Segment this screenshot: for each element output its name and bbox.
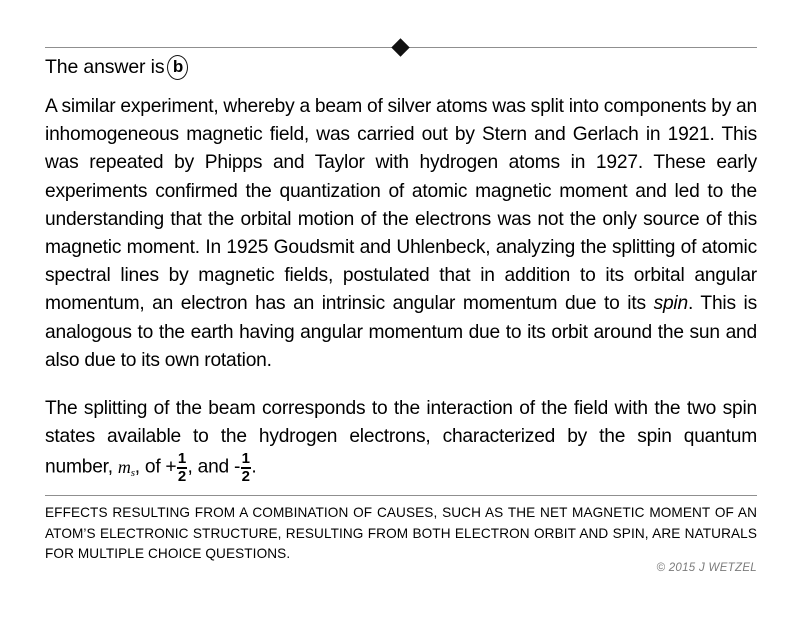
diamond-icon [391, 38, 409, 56]
symbol-subscript: s [130, 467, 135, 480]
paragraph-one-text-b: . This is analogous to the earth having angular momentum due to its orbit around the sun and also due to its own rotation. [45, 293, 757, 371]
fraction-one-half-negative [241, 451, 251, 484]
footer-divider [45, 495, 757, 496]
answer-statement [45, 54, 188, 80]
copyright-notice: © 2015 J WETZEL [656, 562, 757, 574]
fraction-one-half-positive [177, 451, 187, 484]
body-content [45, 93, 757, 487]
fraction-numerator: 1 [177, 450, 187, 468]
paragraph-two [45, 395, 757, 487]
answer-page [45, 0, 757, 617]
paragraph-two-text-d: . [251, 457, 257, 479]
fraction-numerator: 1 [241, 450, 250, 468]
symbol-base: m [117, 457, 131, 478]
footer-note: EFFECTS RESULTING FROM A COMBINATION OF CAUSES, SUCH AS THE NET MAGNETIC MOMENT OF AN ATOM’S ELECTRONIC STRUCTURE, RESULTING FROM BOTH ELECTRON ORBIT AND SPIN, ARE NATURALS FOR MULTIPLE CHOICE QUESTIONS. [45, 505, 757, 561]
paragraph-one-text-a: A similar experiment, whereby a beam of silver atoms was split into components by an inhomogeneous magnetic field, was carried out by Stern and Gerlach in 1921. This was repeated by Phipps and Taylor with hydrogen atoms in 1927. These early experiments confirmed the quantization of atomic magnetic moment and led to the understanding that the orbital motion of the electrons was not the only source of this magnetic moment. In 1925 Goudsmit and Uhlenbeck, analyzing the splitting of atomic spectral lines by magnetic fields, postulated that in addition to its orbital angular momentum, an electron has an intrinsic angular momentum due to its [45, 96, 757, 315]
circled-answer-letter [167, 55, 188, 80]
fraction-denominator: 2 [241, 468, 250, 486]
spin-quantum-number-symbol [117, 457, 135, 480]
paragraph-two-text-b: , of + [134, 457, 177, 479]
paragraph-one-emphasis: spin [653, 293, 688, 315]
paragraph-two-text-a: The splitting of the beam corresponds to the interaction of the field with the two spin states available to the hydrogen electrons, characterized by the spin quantum number, [45, 398, 757, 479]
answer-letter-label: b [172, 57, 184, 76]
paragraph-two-text-c: , and - [187, 457, 241, 479]
fraction-denominator: 2 [177, 468, 187, 486]
paragraph-one [45, 93, 757, 375]
answer-prefix-label: The answer is [45, 56, 165, 78]
ornament-divider [45, 41, 757, 55]
